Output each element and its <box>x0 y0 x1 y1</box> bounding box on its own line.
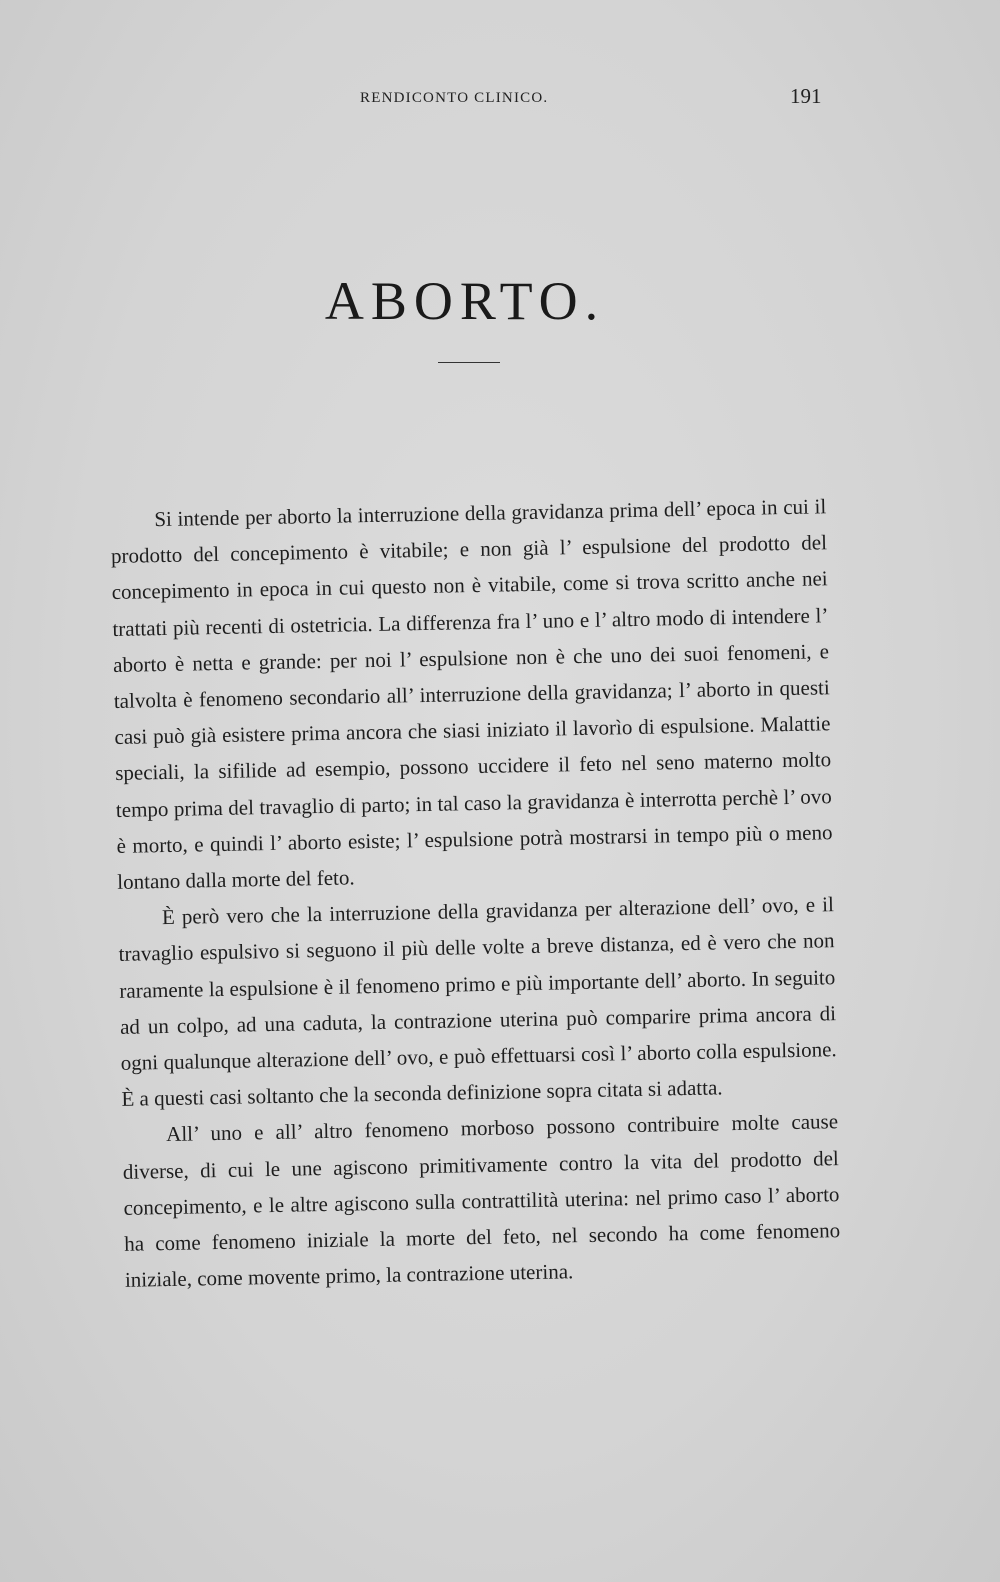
paragraph-2: È però vero che la interruzione della gravidanza per alterazione dell’ ovo, e il travaglio espulsivo si seguono il più delle volte a breve distanza, ed è vero che non raramente la espulsione è il fenomeno primo e più importante dell’ aborto. In seguito ad un colpo, ad una caduta, la contrazione uterina può comparire prima ancora di ogni qualunque alterazione dell’ ovo, e può effettuarsi così l’ aborto colla espulsione. È a questi casi soltanto che la seconda definizione sopra citata si adatta. <box>118 892 837 1112</box>
body-text <box>110 488 841 1298</box>
chapter-title: ABORTO. <box>324 271 606 331</box>
paragraph-1: Si intende per aborto la interruzione della gravidanza prima dell’ epoca in cui il prodotto del concepimento è vitabile; e non già l’ espulsione del prodotto del concepimento in epoca in cui questo non è vitabile, come si trova scritto anche nei trattati più recenti di ostetricia. La differenza fra l’ uno e l’ altro modo di intendere l’ aborto è netta e grande: per noi l’ espulsione non è che uno dei suoi fenomeni, e talvolta è fenomeno secondario all’ interruzione della gravidanza; l’ aborto in questi casi può già esistere prima ancora che siasi iniziato il lavorìo di espulsione. Malattie speciali, la sifilide ad esempio, possono uccidere il feto nel seno materno molto tempo prima del travaglio di parto; in tal caso la gravidanza è interrotta perchè l’ ovo è morto, e quindi l’ aborto esiste; l’ espulsione potrà mostrarsi in tempo più o meno lontano dalla morte del feto. <box>110 494 833 894</box>
running-head: RENDICONTO CLINICO. <box>360 90 549 106</box>
title-rule <box>438 362 500 363</box>
page-number: 191 <box>790 84 822 108</box>
paragraph-3: All’ uno e all’ altro fenomeno morboso possono contribuire molte cause diverse, di cui le une agiscono primitivamente contro la vita del prodotto del concepimento, e le altre agiscono sulla contrattilità uterina: nel primo caso l’ aborto ha come fenomeno iniziale la morte del feto, nel secondo ha come fenomeno iniziale, come movente primo, la contrazione uterina. <box>122 1109 841 1293</box>
